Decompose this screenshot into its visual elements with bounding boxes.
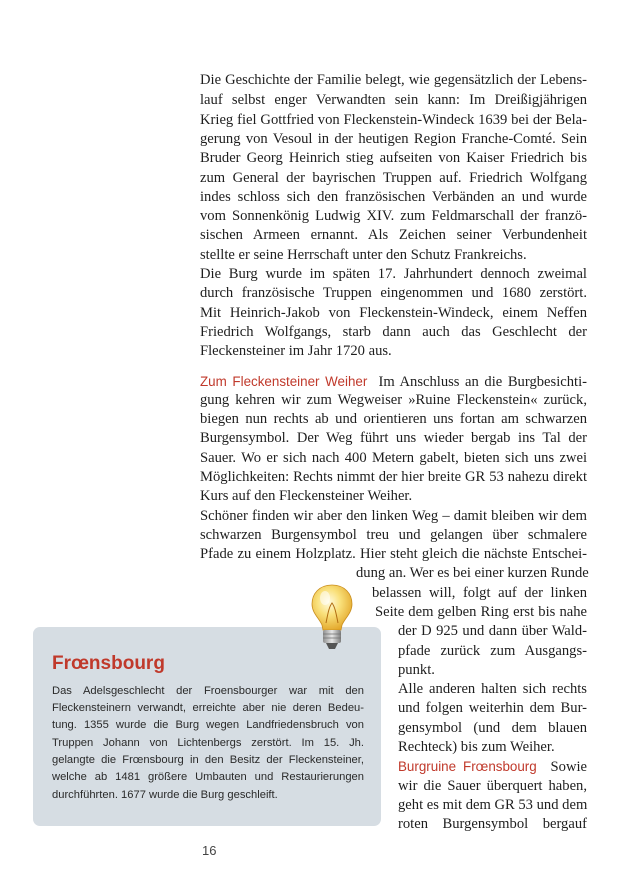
section-1-para-2-line: pfade zurück zum Ausgangs- bbox=[398, 643, 587, 659]
section-1-line: biegen nun rechts ab und orientieren uns fortan am schwarzen bbox=[200, 411, 587, 427]
paragraph-2-line: Mit Heinrich-Jakob von Fleckenstein-Windeck, einem Neffen bbox=[200, 305, 587, 321]
section-2-line: geht es mit dem GR 53 und dem bbox=[398, 797, 588, 813]
section-1-para-2-line: der D 925 und dann über Wald- bbox=[398, 623, 587, 639]
paragraph-2-line: durch französische Truppen eingenommen und 1680 zerstört. bbox=[200, 285, 587, 301]
section-1-first-line bbox=[200, 372, 587, 393]
info-box-line: welche ab 1481 größere Umbauten und Restaurierungen bbox=[52, 771, 364, 783]
section-1-para-2-line: Seite dem gelben Ring erst bis nahe bbox=[375, 604, 587, 620]
paragraph-2-line: Die Burg wurde im späten 17. Jahrhundert dennoch zweimal bbox=[200, 266, 587, 282]
paragraph-1-line: stellte er seine Herrschaft unter den Schutz Frankreichs. bbox=[200, 247, 527, 263]
section-1-para-2-line: dung an. Wer es bei einer kurzen Runde bbox=[356, 565, 589, 581]
info-box-title: Frœnsbourg bbox=[52, 653, 165, 674]
info-box-line: durchführten. 1677 wurde die Burg geschleift. bbox=[52, 789, 278, 801]
paragraph-1-line: vom Sonnenkönig Ludwig XIV. zum Feldmarschall der franzö- bbox=[200, 208, 587, 224]
section-1-line: gung kehren wir zum Wegweiser »Ruine Fleckenstein« zurück, bbox=[200, 392, 587, 408]
section-2-line: roten Burgensymbol bergauf bbox=[398, 816, 587, 832]
section-1-para-2-line: Schöner finden wir aber den linken Weg – damit bleiben wir dem bbox=[200, 508, 587, 524]
paragraph-1-line: Krieg fiel Gottfried von Fleckenstein-Windeck 1639 bei der Bela- bbox=[200, 112, 587, 128]
paragraph-1-line: indes schloss sich den französischen Verbänden an und wurde bbox=[200, 189, 587, 205]
section-1-para-3-line: und folgen weiterhin dem Bur- bbox=[398, 700, 587, 716]
section-1-para-3-line: Rechteck) bis zum Weiher. bbox=[398, 739, 555, 755]
paragraph-2-line: Fleckensteiner im Jahr 1720 aus. bbox=[200, 343, 392, 359]
section-2-first-line bbox=[398, 757, 587, 778]
info-box-line: tung. 1355 wurde die Burg wegen Landfriedensbruch von bbox=[52, 719, 364, 731]
paragraph-1-line: Die Geschichte der Familie belegt, wie gegensätzlich der Lebens- bbox=[200, 72, 587, 88]
section-2-line: wir die Sauer überquert haben, bbox=[398, 778, 587, 794]
section-1-para-2-line: belassen will, folgt auf der linken bbox=[372, 585, 587, 601]
paragraph-2-line: Friedrich Wolfgangs, starb dann auch das Geschlecht der bbox=[200, 324, 587, 340]
section-1-line: Möglichkeiten: Rechts nimmt der hier breite GR 53 nahezu direkt bbox=[200, 469, 587, 485]
section-1-line: Kurs auf den Fleckensteiner Weiher. bbox=[200, 488, 413, 504]
paragraph-1-line: lauf selbst enger Verwandten sein kann: Im Dreißigjährigen bbox=[200, 92, 587, 108]
section-1-para-3-line: Alle anderen halten sich rechts bbox=[398, 681, 587, 697]
page-number: 16 bbox=[202, 843, 217, 858]
section-1-line: Sauer. Wo er sich nach 400 Metern gabelt, bieten sich uns zwei bbox=[200, 450, 587, 466]
info-box-line: gelangte die Frœnsbourg in den Besitz der Fleckensteiner, bbox=[52, 754, 364, 766]
section-2-first-line-text: Sowie bbox=[550, 759, 588, 775]
section-heading-fleckensteiner-weiher: Zum Fleckensteiner Weiher bbox=[200, 374, 368, 389]
section-1-para-3-line: gensymbol (und dem blauen bbox=[398, 720, 587, 736]
section-1-line: Burgensymbol. Der Weg führt uns wieder bergab ins Tal der bbox=[200, 430, 587, 446]
info-box-line: Truppen Johann von Lichtenbergs zerstört. Im 15. Jh. bbox=[52, 737, 364, 749]
section-1-para-2-line: schwarzen Burgensymbol treu und gelangen über schmalere bbox=[200, 527, 587, 543]
lightbulb-icon bbox=[309, 583, 355, 653]
section-1-first-line-text: Im Anschluss an die Burgbesichti- bbox=[378, 374, 587, 390]
section-heading-burgruine-froensbourg: Burgruine Frœnsbourg bbox=[398, 759, 537, 774]
paragraph-1-line: gerung von Vesoul in der heutigen Region Franche-Comté. Sein bbox=[200, 131, 587, 147]
section-1-para-2-line: Pfade zu einem Holzplatz. Hier steht gleich die nächste Entschei- bbox=[200, 546, 587, 562]
paragraph-1-line: sischen Armeen ernannt. Als Zeichen seiner Verbundenheit bbox=[200, 227, 587, 243]
info-box-line: Das Adelsgeschlecht der Froensbourger war mit den bbox=[52, 685, 364, 697]
paragraph-1-line: zum General der bayrischen Truppen auf. Friedrich Wolfgang bbox=[200, 170, 587, 186]
info-box-line: Fleckensteinern verwandt, erreichte aber nie deren Bedeu- bbox=[52, 702, 364, 714]
info-box bbox=[33, 627, 381, 826]
paragraph-1-line: Bruder Georg Heinrich stieg aufseiten von Kaiser Friedrich bis bbox=[200, 150, 587, 166]
section-1-para-2-line: punkt. bbox=[398, 662, 435, 678]
